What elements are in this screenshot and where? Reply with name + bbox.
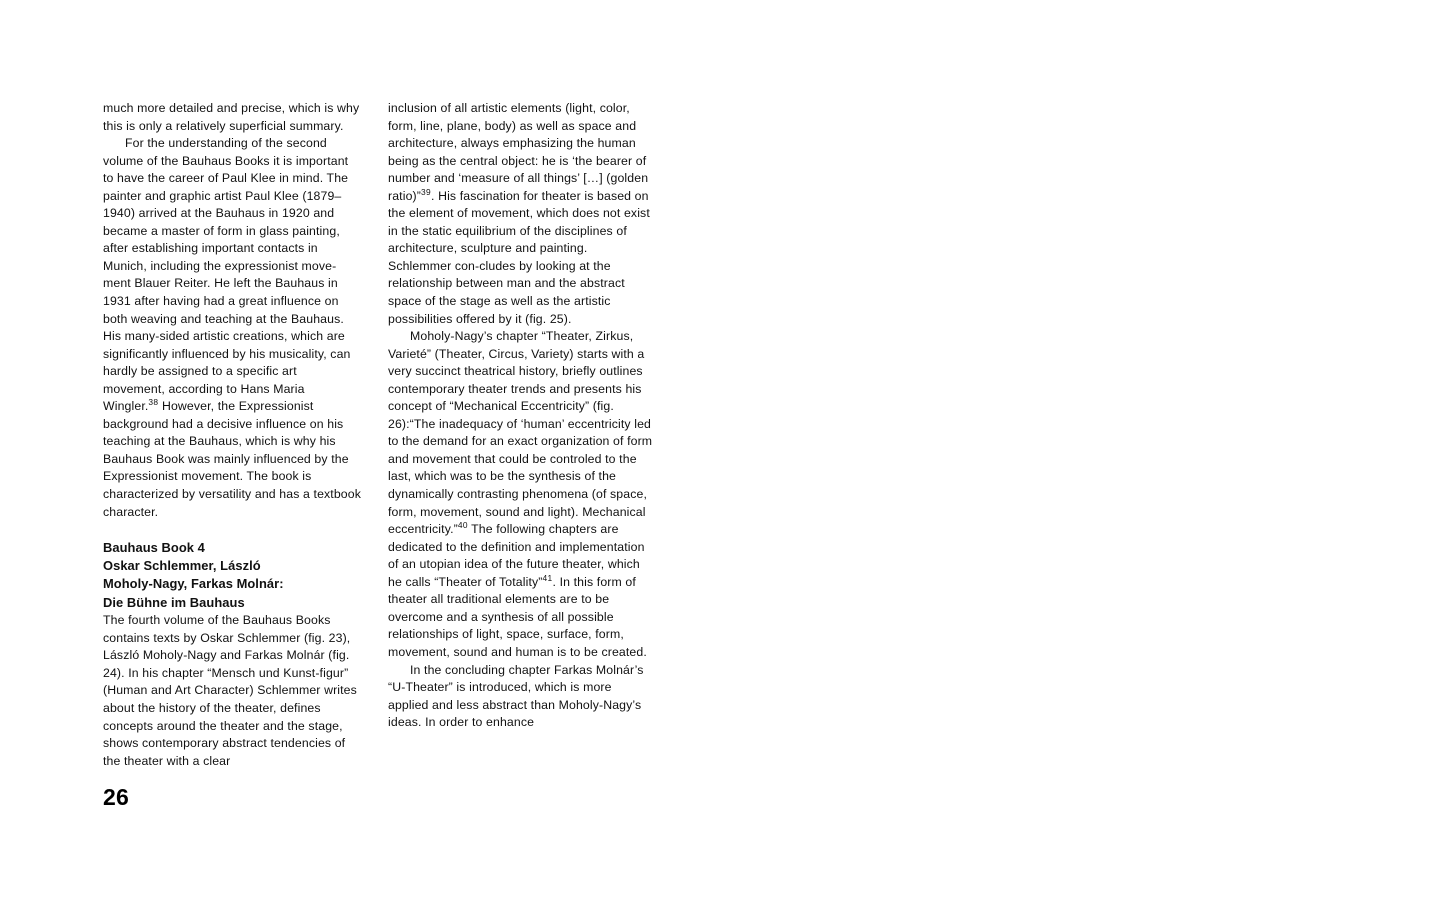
text-column-2	[388, 100, 654, 732]
paragraph-5-text-a: Moholy-Nagy’s chapter “Theater, Zirkus, Varieté” (Theater, Circus, Variety) starts with a very succinct theatrical history, briefly outlines contemporary theater trends and presents his concept of “Mechanical Eccentricity” (fig. 26):“The inadequacy of ‘human’ eccentricity led to the demand for an exact organization of form and movement that could be controled to the last, which was to be the synthesis of the dynamically contrasting phenomena (of space, form, movement, sound and light). Mechanical eccentricity.”	[388, 329, 653, 537]
book-heading	[103, 539, 361, 613]
footnote-marker-40: 40	[457, 520, 468, 531]
paragraph-5-text-c: . In this form of theater all traditional elements are to be overcome and a synthesis of all possible relationships of light, space, surface, form, movement, sound and human is to be created.	[388, 574, 647, 659]
paragraph-4-text-a: inclusion of all artistic elements (light, color, form, line, plane, body) as well as space and architecture, always emphasizing the human being as the central object: he is ‘the bearer of number and ‘measure of all things’ […] (golden ratio)”	[388, 101, 649, 203]
paragraph-2-text-a: For the understanding of the second volume of the Bauhaus Books it is important to have the career of Paul Klee in mind. The painter and graphic artist Paul Klee (1879–1940) arrived at the Bauhaus in 1920 and became a master of form in glass painting, after establishing important contacts in Munich, including the expressionist move-ment Blauer Reiter. He left the Bauhaus in 1931 after having had a great influence on both weaving and teaching at the Bauhaus. His many-sided artistic creations, which are significantly influenced by his musicality, can hardly be assigned to a specific art movement, according to Hans Maria Wingler.	[103, 136, 351, 414]
paragraph-1: much more detailed and precise, which is why this is only a relatively superficial summary.	[103, 101, 360, 133]
paragraph-5-text-b: The following chapters are dedicated to the definition and implementation of an utopian idea of the future theater, which he calls “Theater of Totality”	[388, 522, 645, 589]
page-number-left: 26	[103, 784, 130, 810]
footnote-marker-39: 39	[420, 186, 431, 197]
text-column-1	[103, 100, 361, 770]
paragraph-3: The fourth volume of the Bauhaus Books contains texts by Oskar Schlemmer (fig. 23), László Moholy-Nagy and Farkas Molnár (fig. 24). In his chapter “Mensch und Kunst‐figur” (Human and Art Character) Schlemmer writes about the history of the theater, defines concepts around the theater and the stage, shows contemporary abstract tendencies of the theater with a clear	[103, 613, 357, 768]
footnote-marker-41: 41	[542, 572, 553, 583]
paragraph-4-text-b: . His fascination for theater is based on the element of movement, which does not exist in the static equilibrium of the disciplines of architecture, sculpture and painting. Schlemmer con-cludes by looking at the relationship between man and the abstract space of the stage as well as the artistic possibilities offered by it (fig. 25).	[388, 188, 650, 326]
book-heading-line-4: Die Bühne im Bauhaus	[103, 594, 245, 610]
right-page	[716, 0, 1432, 906]
paragraph-4	[388, 100, 654, 328]
paragraph-2-text-b: However, the Expressionist background had a decisive influence on his teaching at the Bauhaus, which is why his Bauhaus Book was mainly influenced by the Expressionist movement. The book is characterized by versatility and has a textbook character.	[103, 399, 361, 519]
book-heading-line-1: Bauhaus Book 4	[103, 539, 205, 555]
footnote-marker-38: 38	[148, 397, 159, 408]
paragraph-2	[103, 135, 361, 521]
book-heading-line-2: Oskar Schlemmer, László	[103, 558, 261, 574]
book-heading-line-3: Moholy-Nagy, Farkas Molnár:	[103, 576, 284, 592]
paragraph-6: In the concluding chapter Farkas Molnár’s “U-Theater” is introduced, which is more applied and less abstract than Moholy-Nagy’s ideas. In order to enhance	[388, 662, 644, 730]
paragraph-5	[388, 328, 654, 661]
